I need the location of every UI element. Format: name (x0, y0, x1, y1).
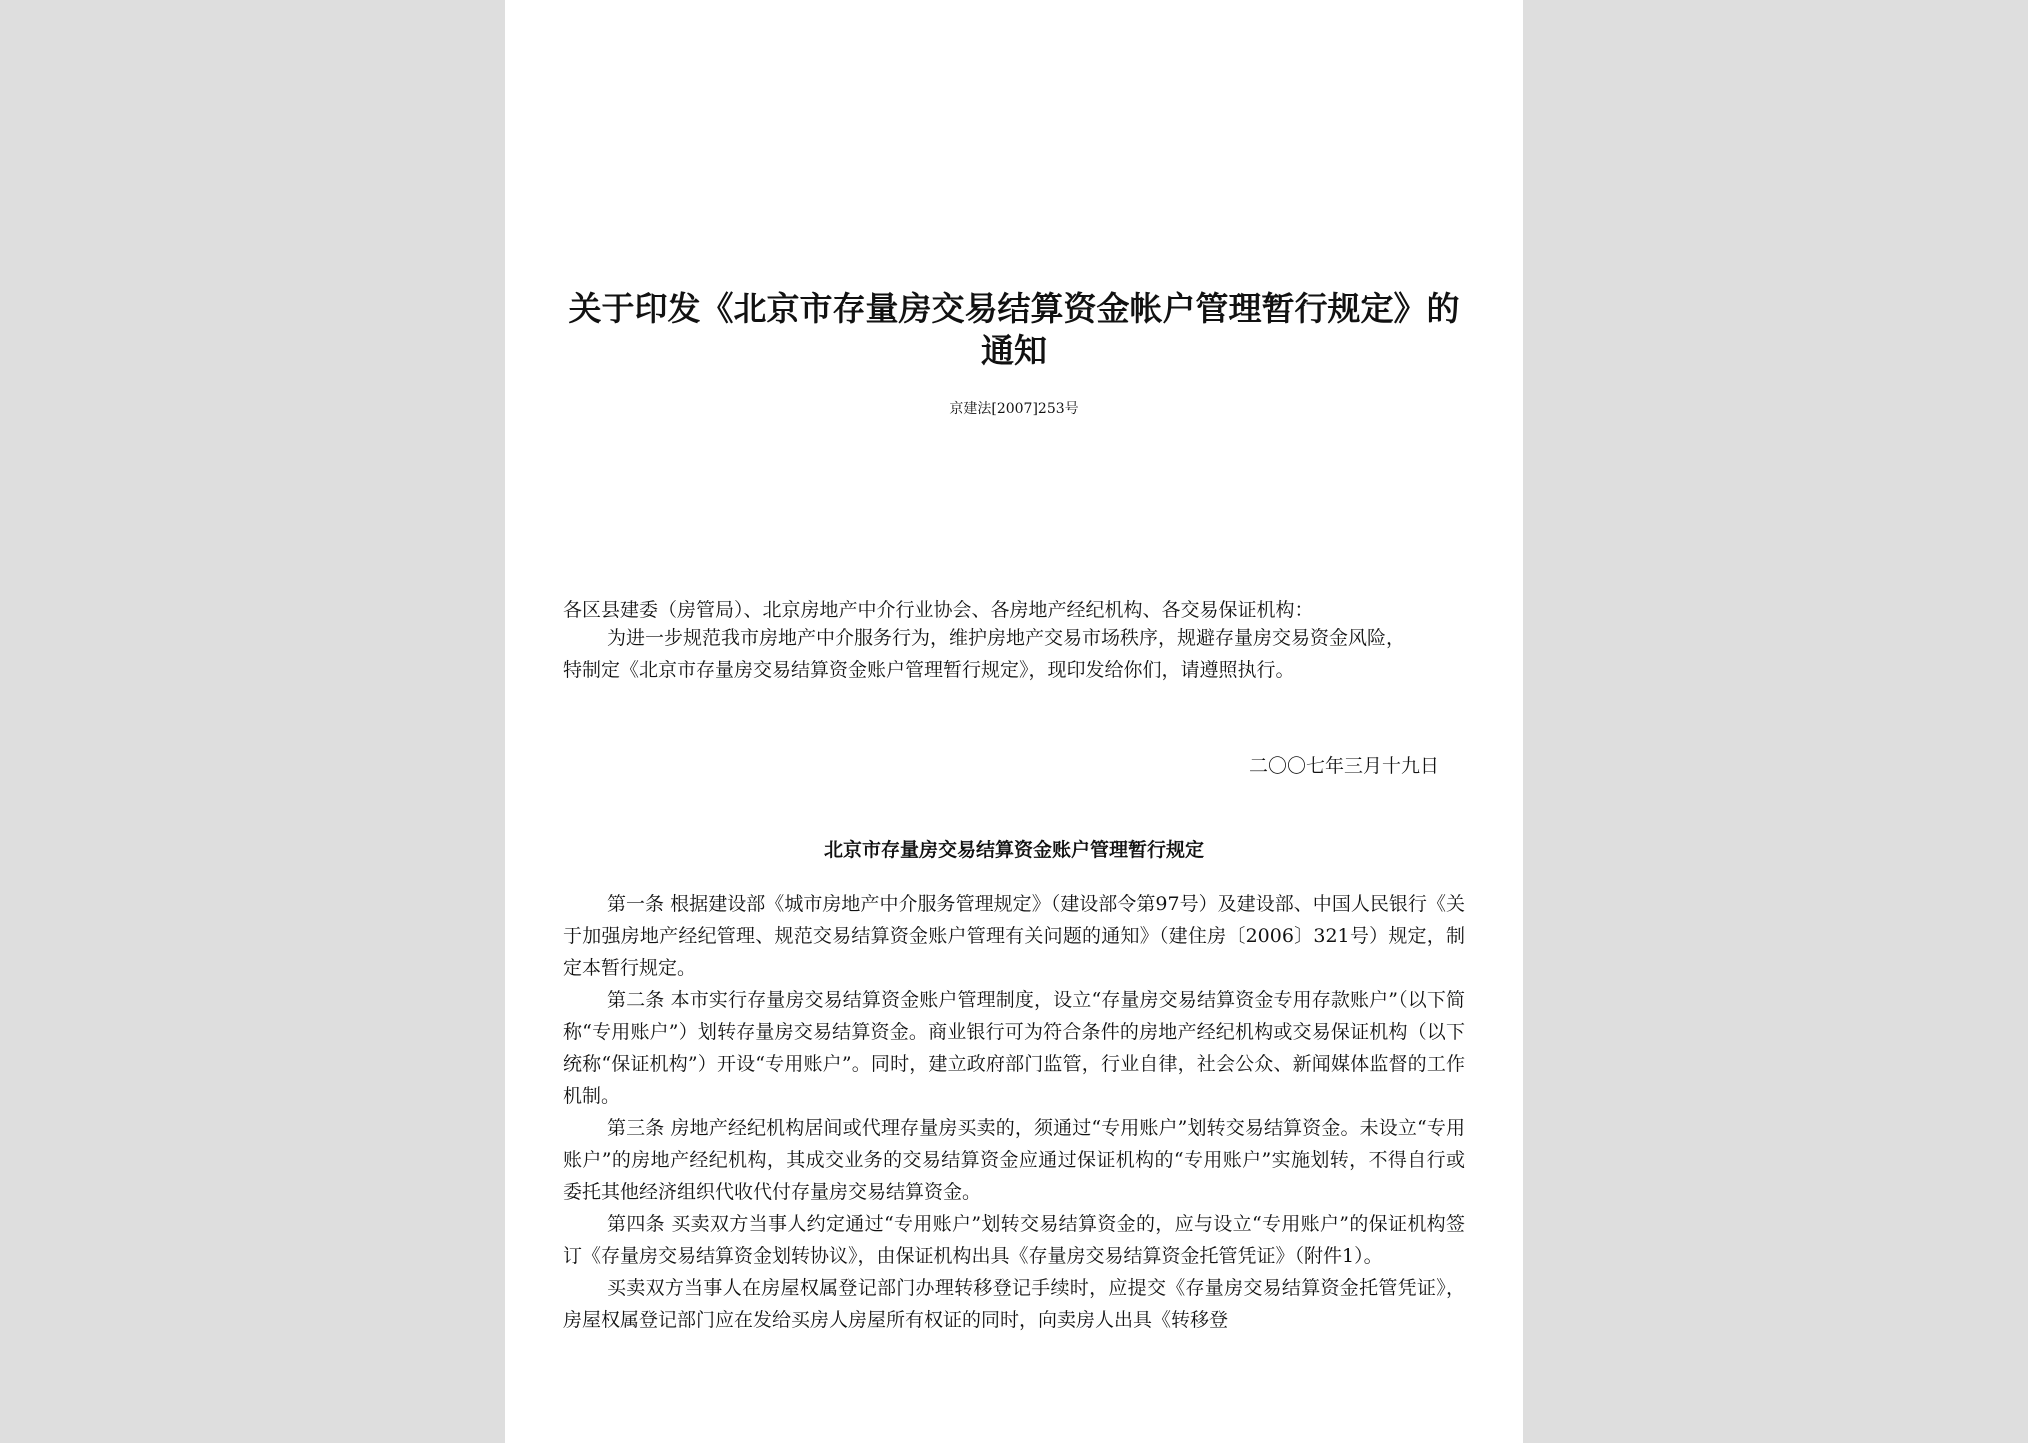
article-1: 第一条 根据建设部《城市房地产中介服务管理规定》（建设部令第97号）及建设部、中国人民银行《关于加强房地产经纪管理、规范交易结算资金账户管理有关问题的通知》（建住房〔2006〕321号）规定，制定本暂行规定。 (563, 893, 1465, 979)
document-number: 京建法[2007]253号 (949, 401, 1079, 417)
regulation-articles (563, 888, 1465, 1336)
addressee-line: 各区县建委（房管局）、北京房地产中介行业协会、各房地产经纪机构、各交易保证机构： (563, 599, 1314, 621)
issue-date: 二〇〇七年三月十九日 (1248, 755, 1439, 777)
regulation-title: 北京市存量房交易结算资金账户管理暂行规定 (823, 839, 1204, 861)
article-2: 第二条 本市实行存量房交易结算资金账户管理制度，设立“存量房交易结算资金专用存款账户”（以下简称“专用账户”）划转存量房交易结算资金。商业银行可为符合条件的房地产经纪机构或交易保证机构（以下统称“保证机构”）开设“专用账户”。同时，建立政府部门监管，行业自律，社会公众、新闻媒体监督的工作机制。 (563, 989, 1465, 1107)
article-4-paragraph-2: 买卖双方当事人在房屋权属登记部门办理转移登记手续时，应提交《存量房交易结算资金托管凭证》，房屋权属登记部门应在发给买房人房屋所有权证的同时，向卖房人出具《转移登 (563, 1277, 1465, 1331)
article-3: 第三条 房地产经纪机构居间或代理存量房买卖的，须通过“专用账户”划转交易结算资金。未设立“专用账户”的房地产经纪机构，其成交业务的交易结算资金应通过保证机构的“专用账户”实施划转，不得自行或委托其他经济组织代收代付存量房交易结算资金。 (563, 1117, 1465, 1203)
article-4: 第四条 买卖双方当事人约定通过“专用账户”划转交易结算资金的，应与设立“专用账户”的保证机构签订《存量房交易结算资金划转协议》，由保证机构出具《存量房交易结算资金托管凭证》（附件1）。 (563, 1213, 1465, 1267)
document-page (505, 0, 1523, 1443)
notice-title: 关于印发《北京市存量房交易结算资金帐户管理暂行规定》的通知 (568, 289, 1460, 370)
intro-paragraph: 为进一步规范我市房地产中介服务行为，维护房地产交易市场秩序，规避存量房交易资金风险，特制定《北京市存量房交易结算资金账户管理暂行规定》，现印发给你们，请遵照执行。 (563, 627, 1406, 681)
